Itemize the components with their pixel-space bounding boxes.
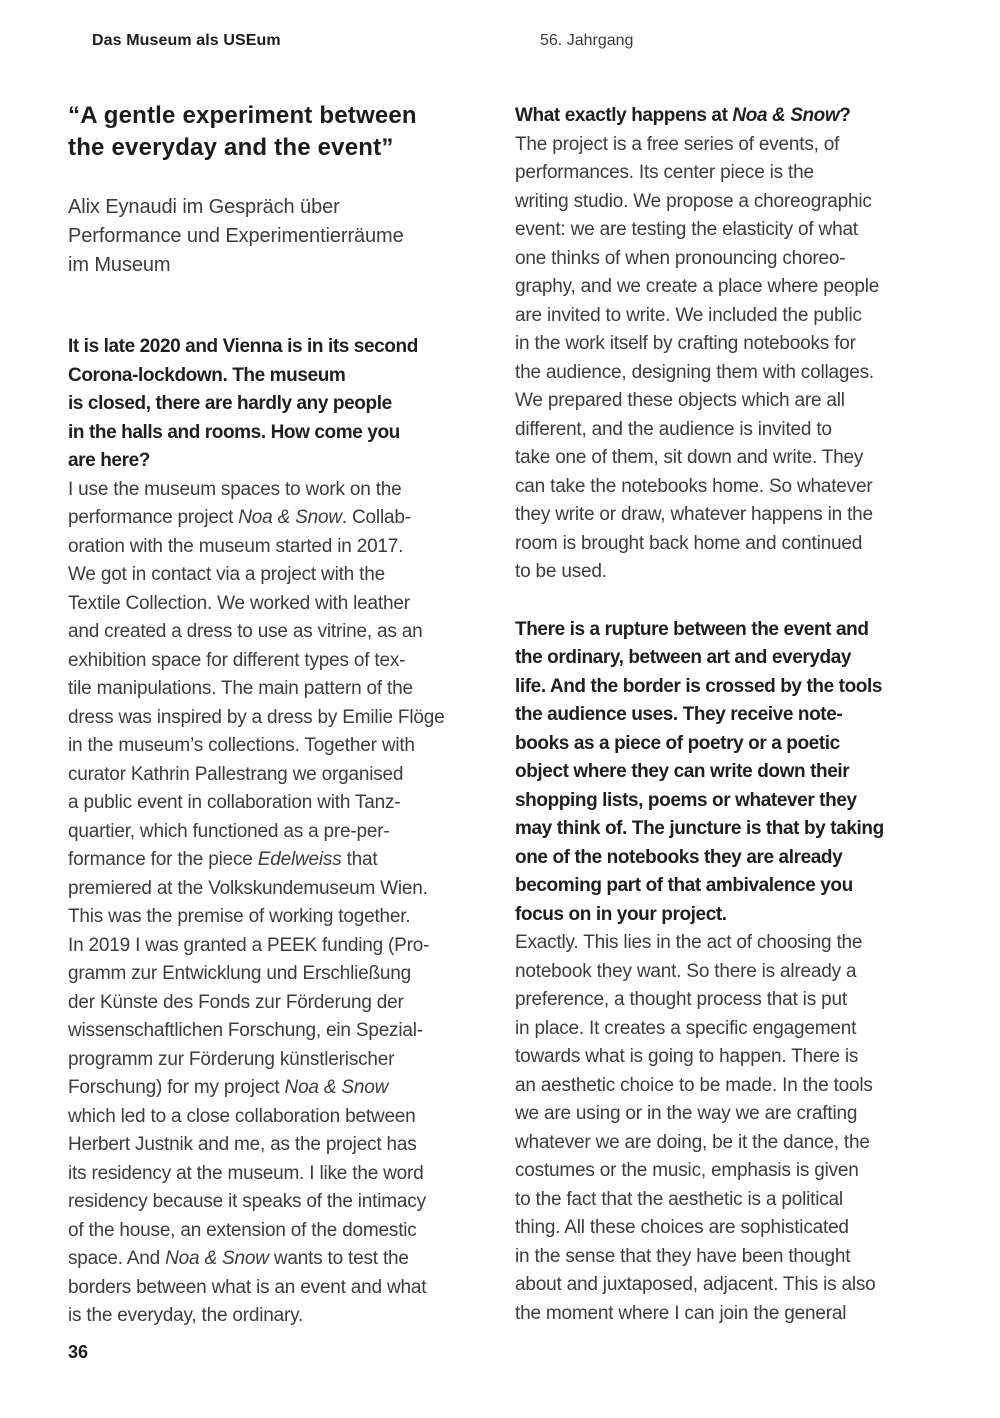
text-line: life. And the border is crossed by the tools <box>515 675 883 697</box>
text-line: shopping lists, poems or whatever they <box>515 789 857 811</box>
text-line: Forschung) for my project Noa & Snow <box>68 1077 389 1098</box>
text-line: tile manipulations. The main pattern of the <box>68 678 413 699</box>
running-head-volume: 56. Jahrgang <box>540 32 634 49</box>
text-line: quartier, which functioned as a pre-per- <box>68 820 390 842</box>
text-line: an aesthetic choice to be made. In the tools <box>515 1074 873 1096</box>
text-line: object where they can write down their <box>515 761 850 782</box>
text-line: In 2019 I was granted a PEEK funding (Pro- <box>68 934 430 956</box>
text-line: What exactly happens at Noa & Snow? <box>515 105 851 126</box>
text-line: one of the notebooks they are already <box>515 846 843 868</box>
text-line: Herbert Justnik and me, as the project has <box>68 1134 417 1155</box>
text-line: and created a dress to use as vitrine, as an <box>68 621 423 642</box>
text-line: in the work itself by crafting notebooks for <box>515 333 856 354</box>
text-line: one thinks of when pronouncing choreo- <box>515 247 846 269</box>
text-line: focus on in your project. <box>515 903 727 925</box>
page-number: 36 <box>68 1342 89 1362</box>
text-line: the everyday and the event” <box>68 134 394 161</box>
text-line: graphy, and we create a place where people <box>515 276 880 297</box>
interview-answer-2 <box>515 131 955 587</box>
text-line: notebook they want. So there is already a <box>515 960 857 982</box>
text-line: gramm zur Entwicklung und Erschließung <box>68 963 411 984</box>
text-line: becoming part of that ambivalence you <box>515 875 853 896</box>
text-line: are here? <box>68 450 150 471</box>
text-line: This was the premise of working together. <box>68 906 411 927</box>
left-column <box>68 100 508 1331</box>
text-line: which led to a close collaboration between <box>68 1105 416 1127</box>
text-line: in place. It creates a specific engagement <box>515 1017 857 1039</box>
text-line: are invited to write. We included the public <box>515 304 862 326</box>
text-line: towards what is going to happen. There is <box>515 1046 859 1067</box>
text-line: about and juxtaposed, adjacent. This is also <box>515 1274 876 1295</box>
text-line: writing studio. We propose a choreographic <box>515 190 872 212</box>
text-line: curator Kathrin Pallestrang we organised <box>68 763 404 785</box>
right-column <box>515 102 955 1328</box>
text-line: It is late 2020 and Vienna is in its second <box>68 336 418 357</box>
text-line: the audience, designing them with collages. <box>515 361 874 383</box>
text-line: different, and the audience is invited to <box>515 418 832 440</box>
running-head-section: Das Museum als USEum <box>92 32 281 49</box>
text-line: residency because it speaks of the intimacy <box>68 1191 426 1212</box>
text-line: performance project Noa & Snow. Collab- <box>68 507 411 528</box>
text-line: I use the museum spaces to work on the <box>68 478 402 500</box>
text-line: is closed, there are hardly any people <box>68 393 392 414</box>
text-line: in the museum’s collections. Together with <box>68 735 415 756</box>
article-title <box>68 100 508 164</box>
text-line: Alix Eynaudi im Gespräch über <box>68 196 340 218</box>
text-line: books as a piece of poetry or a poetic <box>515 732 840 754</box>
text-line: event: we are testing the elasticity of what <box>515 219 858 240</box>
text-line: the ordinary, between art and everyday <box>515 647 852 668</box>
text-line: Exactly. This lies in the act of choosing the <box>515 932 863 953</box>
running-head <box>0 32 1000 56</box>
text-line: performances. Its center piece is the <box>515 162 814 183</box>
text-line: “A gentle experiment between <box>68 102 417 129</box>
text-line: the audience uses. They receive note- <box>515 704 843 725</box>
article-subtitle <box>68 193 508 280</box>
text-line: whatever we are doing, be it the dance, the <box>515 1131 870 1153</box>
text-line: We got in contact via a project with the <box>68 564 385 585</box>
text-line: of the house, an extension of the domestic <box>68 1219 417 1241</box>
text-line: The project is a free series of events, of <box>515 133 840 155</box>
text-line: costumes or the music, emphasis is given <box>515 1160 859 1181</box>
text-line: premiered at the Volkskundemuseum Wien. <box>68 877 428 899</box>
text-line: formance for the piece Edelweiss that <box>68 849 378 870</box>
text-line: its residency at the museum. I like the word <box>68 1162 424 1184</box>
interview-answer-1 <box>68 476 508 1331</box>
text-line: wissenschaftlichen Forschung, ein Spezial- <box>68 1020 423 1041</box>
text-line: borders between what is an event and what <box>68 1276 427 1298</box>
text-line: programm zur Förderung künstlerischer <box>68 1048 395 1070</box>
text-line: thing. All these choices are sophisticated <box>515 1217 849 1238</box>
text-line: Textile Collection. We worked with leather <box>68 592 410 614</box>
text-line: We prepared these objects which are all <box>515 390 845 411</box>
text-line: oration with the museum started in 2017. <box>68 535 404 557</box>
text-line: we are using or in the way we are crafting <box>515 1103 858 1124</box>
text-line: to be used. <box>515 561 607 582</box>
text-line: may think of. The juncture is that by taking <box>515 818 884 839</box>
text-line: they write or draw, whatever happens in the <box>515 504 873 525</box>
text-line: Performance und Experimentierräume <box>68 225 404 247</box>
interview-question-3 <box>515 616 955 930</box>
text-line: is the everyday, the ordinary. <box>68 1305 304 1326</box>
text-line: preference, a thought process that is put <box>515 989 847 1010</box>
interview-question-1 <box>68 333 508 476</box>
text-line: der Künste des Fonds zur Förderung der <box>68 991 404 1013</box>
text-line: exhibition space for different types of tex- <box>68 649 406 671</box>
text-line: There is a rupture between the event and <box>515 618 869 640</box>
text-line: in the halls and rooms. How come you <box>68 421 400 443</box>
text-line: im Museum <box>68 254 171 276</box>
text-line: space. And Noa & Snow wants to test the <box>68 1248 409 1269</box>
interview-question-2 <box>515 102 955 131</box>
text-line: room is brought back home and continued <box>515 532 863 554</box>
text-line: a public event in collaboration with Tanz- <box>68 792 401 813</box>
text-line: take one of them, sit down and write. They <box>515 447 864 468</box>
interview-answer-3 <box>515 929 955 1328</box>
text-line: Corona-lockdown. The museum <box>68 364 346 386</box>
text-line: the moment where I can join the general <box>515 1302 847 1324</box>
text-line: dress was inspired by a dress by Emilie Flöge <box>68 706 445 728</box>
text-line: in the sense that they have been thought <box>515 1245 851 1267</box>
text-line: to the fact that the aesthetic is a political <box>515 1188 843 1210</box>
text-line: can take the notebooks home. So whatever <box>515 475 873 497</box>
